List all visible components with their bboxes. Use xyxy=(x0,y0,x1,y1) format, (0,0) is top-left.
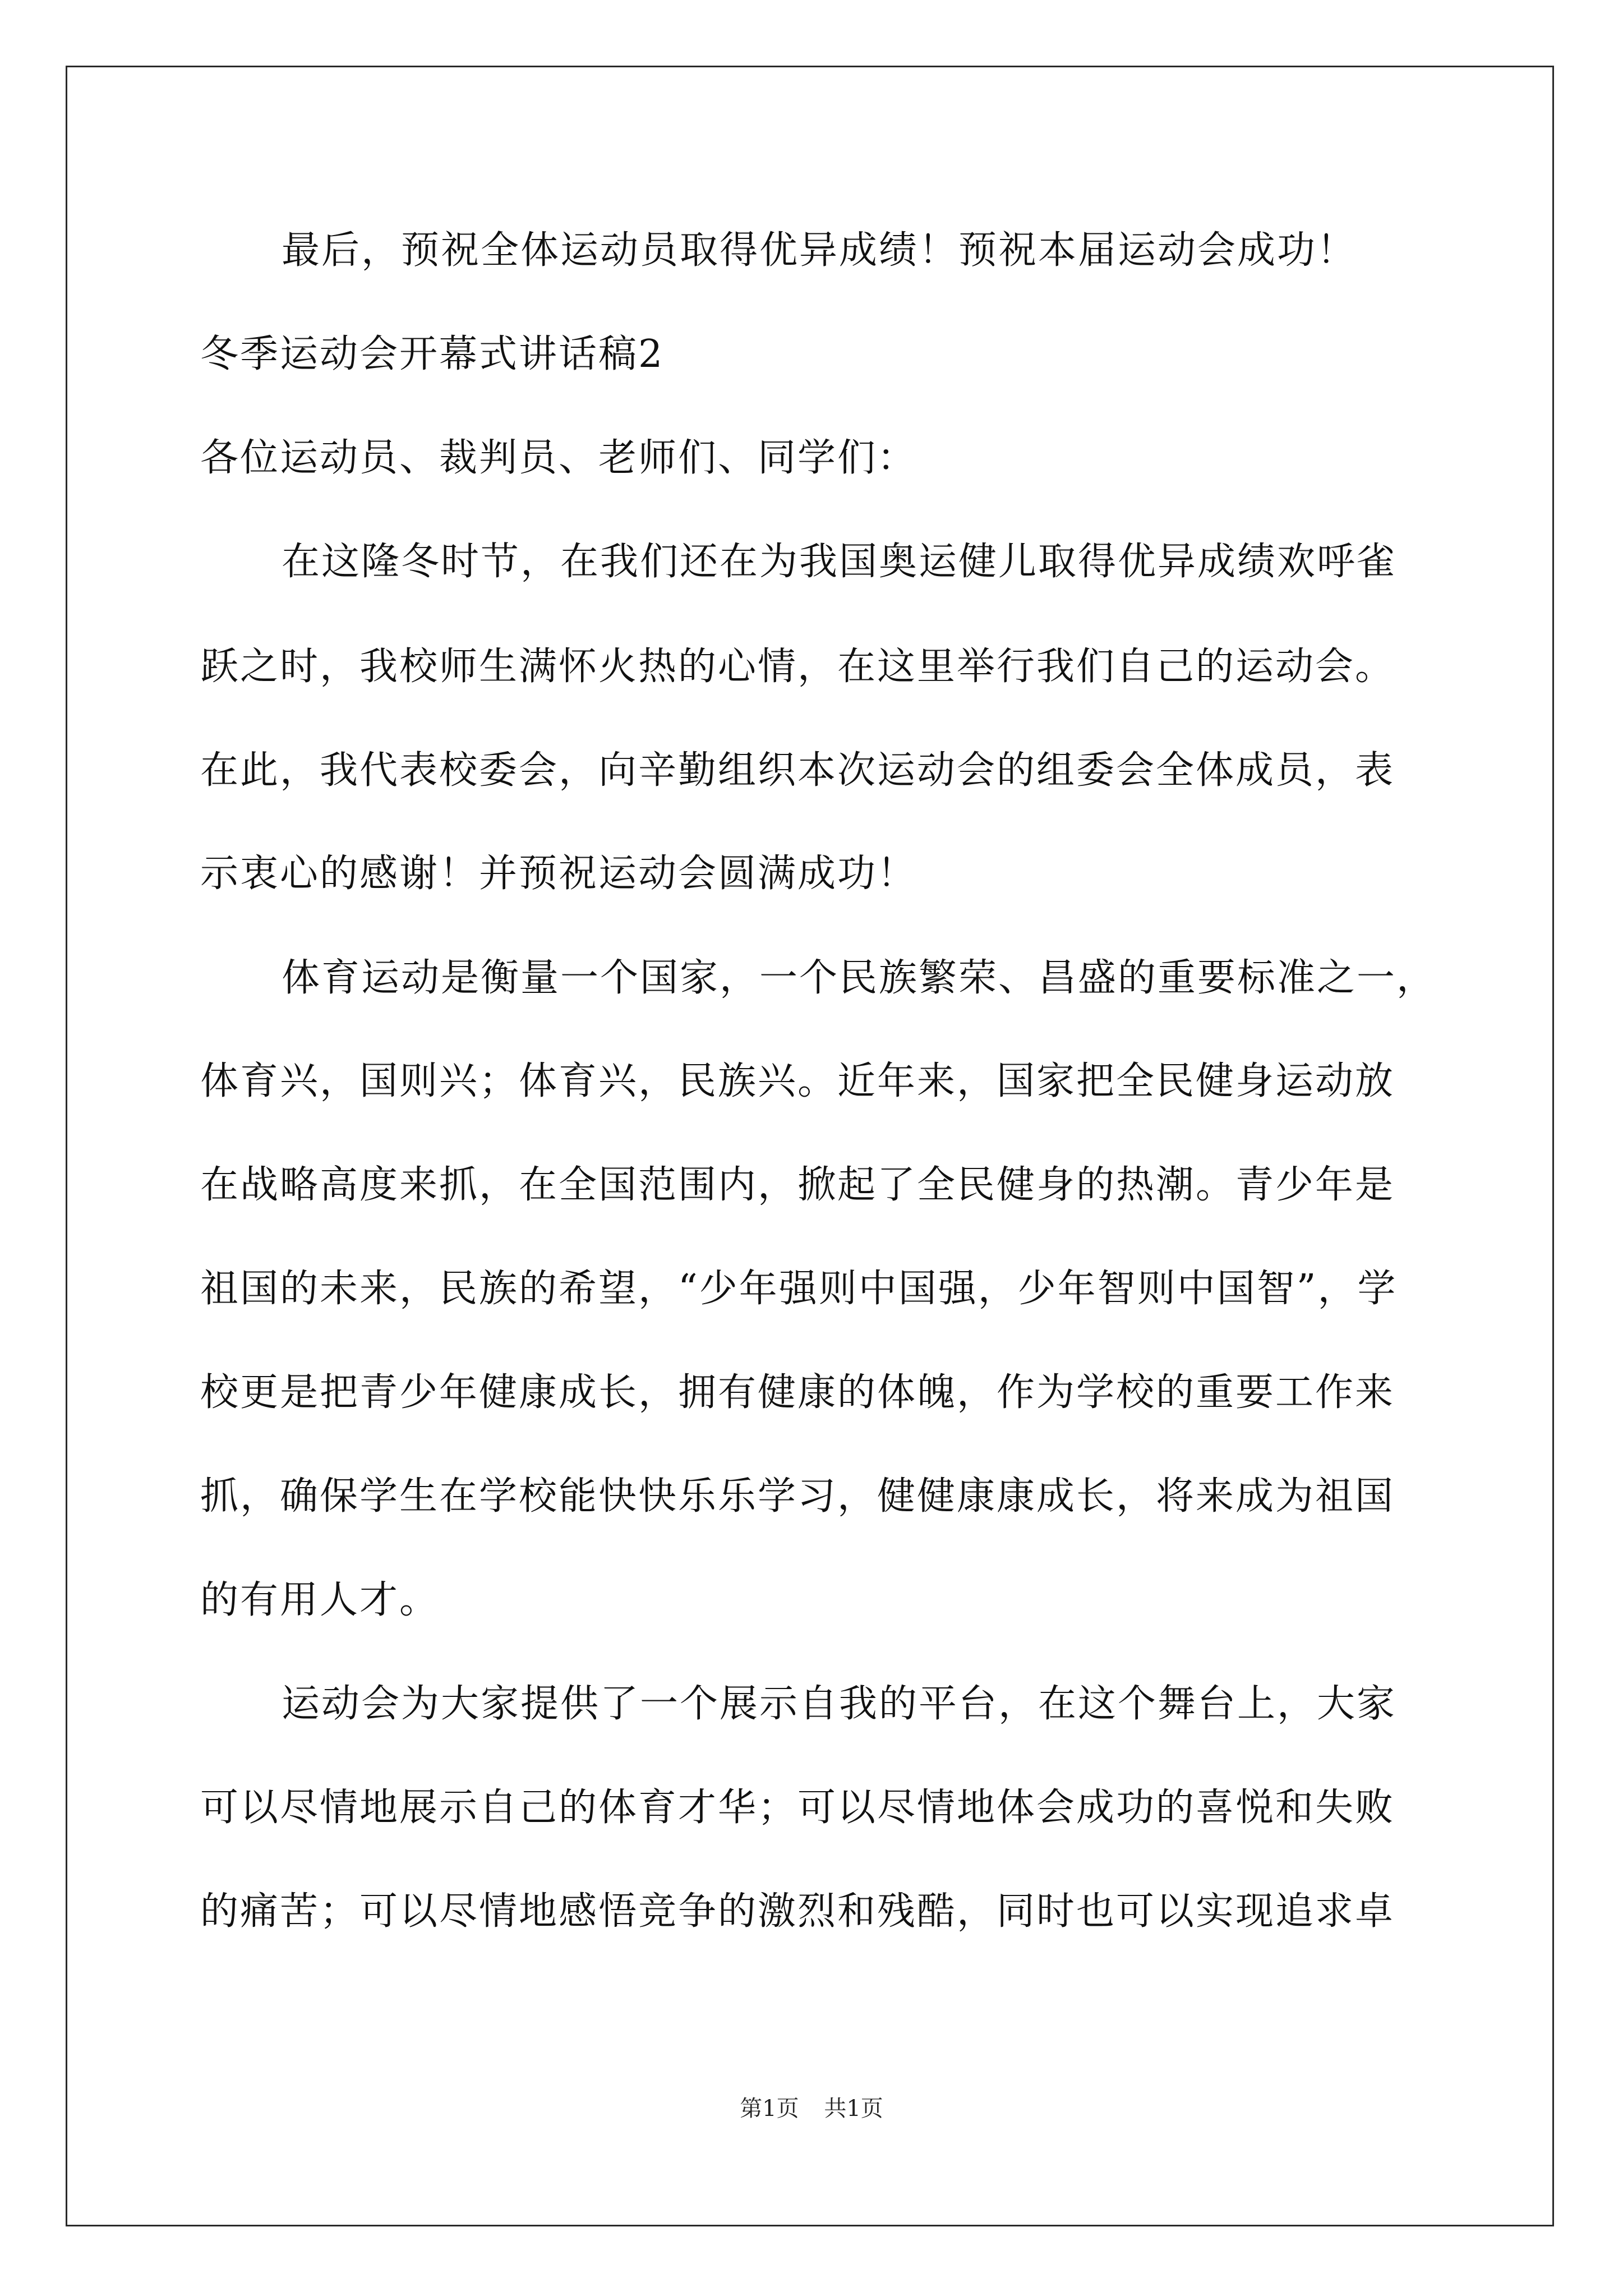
page-total: 共1页 xyxy=(824,2096,883,2122)
paragraph-line: 示衷心的感谢！并预祝运动会圆满成功！ xyxy=(200,852,917,896)
page-footer xyxy=(0,2095,1623,2123)
paragraph-line: 跃之时，我校师生满怀火热的心情，在这里举行我们自己的运动会。 xyxy=(200,645,1395,689)
section-title: 冬季运动会开幕式讲话稿2 xyxy=(200,332,665,376)
paragraph-line: 的痛苦；可以尽情地感悟竞争的激烈和残酷，同时也可以实现追求卓 xyxy=(200,1889,1395,1934)
page-number: 第1页 xyxy=(740,2096,799,2122)
paragraph-line: 在这隆冬时节，在我们还在为我国奥运健儿取得优异成绩欢呼雀 xyxy=(282,540,1397,584)
paragraph-line: 运动会为大家提供了一个展示自我的平台，在这个舞台上，大家 xyxy=(282,1682,1397,1726)
paragraph-line: 在此，我代表校委会，向辛勤组织本次运动会的组委会全体成员，表 xyxy=(200,748,1395,793)
paragraph-line: 校更是把青少年健康成长，拥有健康的体魄，作为学校的重要工作来 xyxy=(200,1370,1395,1415)
paragraph-line: 抓，确保学生在学校能快快乐乐学习，健健康康成长，将来成为祖国 xyxy=(200,1474,1395,1519)
paragraph-line: 可以尽情地展示自己的体育才华；可以尽情地体会成功的喜悦和失败 xyxy=(200,1786,1395,1830)
paragraph-line: 祖国的未来，民族的希望，“少年强则中国强，少年智则中国智”，学 xyxy=(200,1267,1398,1311)
closing-wish-line: 最后，预祝全体运动员取得优异成绩！预祝本届运动会成功！ xyxy=(282,228,1357,273)
paragraph-line: 体育运动是衡量一个国家，一个民族繁荣、昌盛的重要标准之一， xyxy=(282,956,1437,1000)
paragraph-line: 在战略高度来抓，在全国范围内，掀起了全民健身的热潮。青少年是 xyxy=(200,1163,1395,1207)
salutation: 各位运动员、裁判员、老师们、同学们： xyxy=(200,436,917,480)
paragraph-line: 的有用人才。 xyxy=(200,1578,440,1622)
paragraph-line: 体育兴，国则兴；体育兴，民族兴。近年来，国家把全民健身运动放 xyxy=(200,1059,1395,1103)
